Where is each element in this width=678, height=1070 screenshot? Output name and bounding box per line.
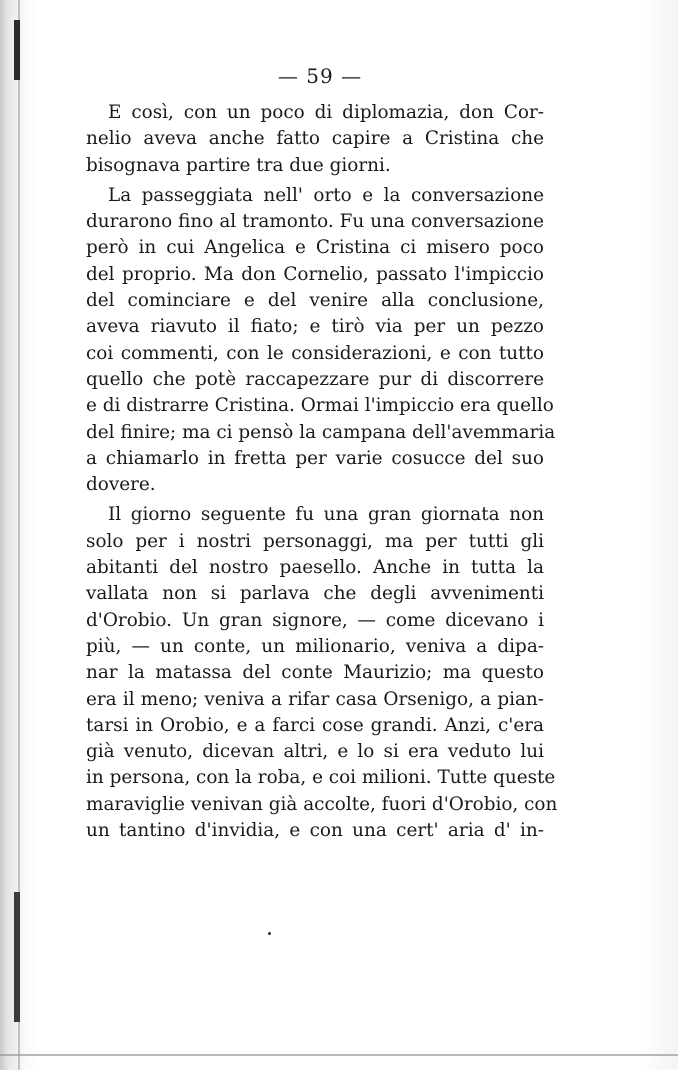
text-line: del cominciare e del venire alla conclusione, (86, 290, 544, 312)
text-line: nar la matassa del conte Maurizio; ma questo (86, 662, 544, 684)
text-line: abitanti del nostro paesello. Anche in tutta la (86, 557, 544, 579)
text-line: del proprio. Ma don Cornelio, passato l'impiccio (86, 263, 544, 285)
text-line: coi commenti, con le considerazioni, e con tutto (86, 342, 544, 364)
text-line: durarono fino al tramonto. Fu una conversazione (86, 211, 544, 233)
text-line: del finire; ma ci pensò la campana dell'avemmaria (86, 421, 556, 443)
text-line: tarsi in Orobio, e a farci cose grandi. Anzi, c'era (86, 714, 544, 736)
page-bottom-edge (0, 1054, 678, 1056)
text-line: d'Orobio. Un gran signore, — come dicevano i (86, 609, 544, 631)
text-line: solo per i nostri personaggi, ma per tutti gli (86, 530, 544, 552)
text-line: a chiamarlo in fretta per varie cosucce del suo (86, 447, 544, 469)
text-line: maraviglie venivan già accolte, fuori d'Orobio, con (86, 793, 558, 815)
text-line: e di distrarre Cristina. Ormai l'impiccio era quello (86, 395, 554, 417)
text-line: Il giorno seguente fu una gran giornata non (108, 504, 544, 526)
page-number: — 59 — (277, 64, 363, 88)
text-line: più, — un conte, un milionario, veniva a dipa- (86, 635, 544, 657)
text-line: E così, con un poco di diplomazia, don Cor- (108, 102, 544, 123)
text-line: nelio aveva anche fatto capire a Cristina che (86, 128, 544, 150)
text-line: in persona, con la roba, e coi milioni. Tutte queste (86, 767, 556, 789)
text-line: però in cui Angelica e Cristina ci misero poco (86, 237, 544, 259)
ink-speck (268, 932, 271, 935)
text-line: La passeggiata nell' orto e la conversazione (108, 184, 544, 206)
text-line: vallata non si parlava che degli avvenimenti (86, 583, 544, 605)
text-line: un tantino d'invidia, e con una cert' aria d' in- (86, 820, 544, 842)
binding-mark-bottom (14, 892, 20, 1022)
body-text (86, 100, 558, 844)
text-line: bisognava partire tra due giorni. (86, 154, 391, 176)
text-line: era il meno; veniva a rifar casa Orsenigo, a pian- (86, 688, 544, 710)
text-line: quello che potè raccapezzare pur di discorrere (86, 368, 544, 390)
text-line: dovere. (86, 474, 156, 496)
text-line: aveva riavuto il fiato; e tirò via per un pezzo (86, 316, 544, 338)
text-line: già venuto, dicevan altri, e lo si era veduto lui (86, 741, 544, 763)
